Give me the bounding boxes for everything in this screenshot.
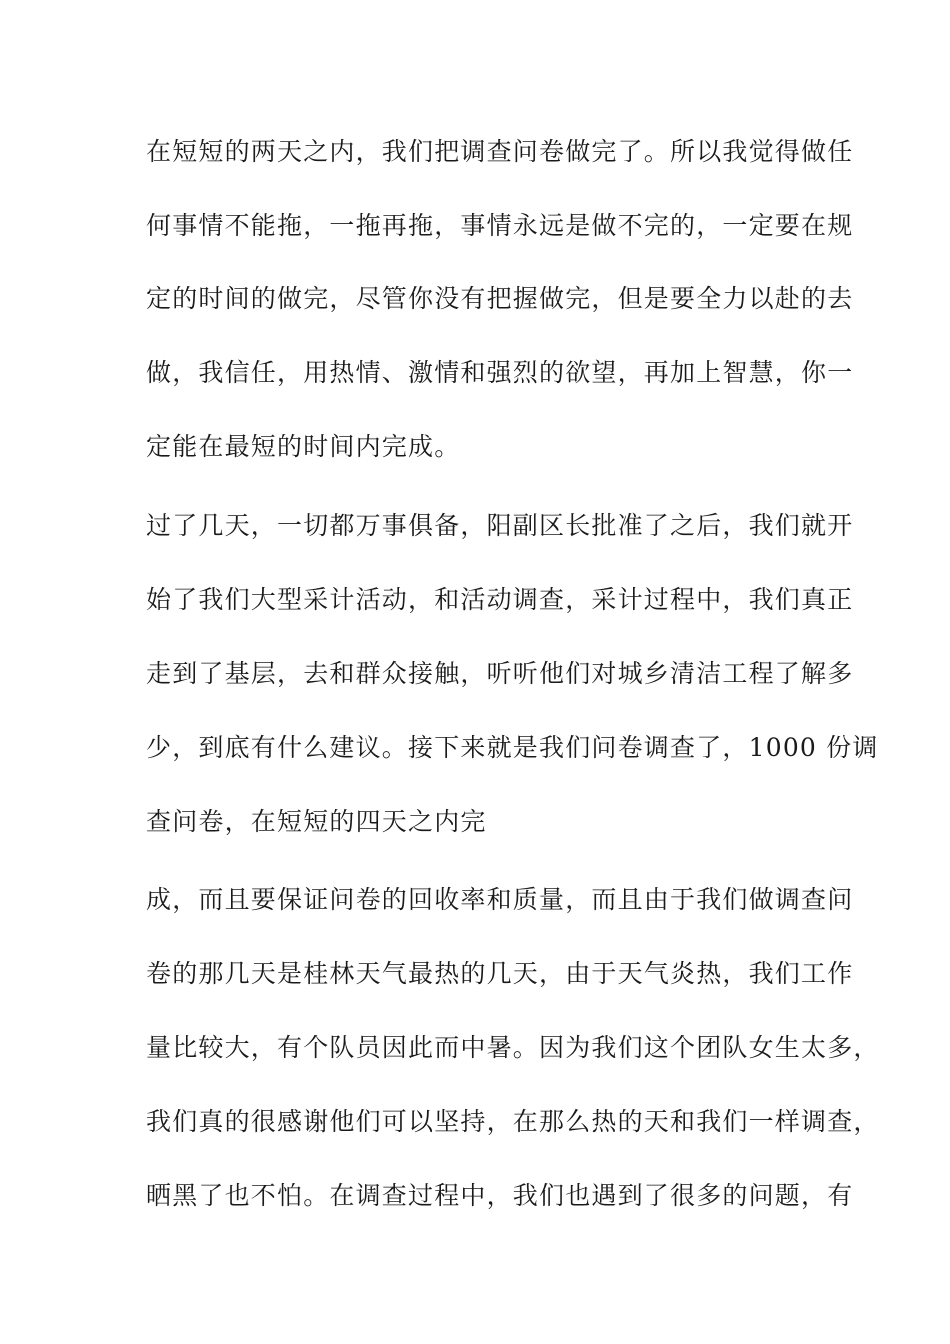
text-line: 成，而且要保证问卷的回收率和质量，而且由于我们做调查问 [146,885,854,914]
text-line: 始了我们大型采计活动，和活动调查，采计过程中，我们真正 [146,585,854,614]
text-line: 何事情不能拖，一拖再拖，事情永远是做不完的，一定要在规 [146,211,854,240]
text-line: 我们真的很感谢他们可以坚持，在那么热的天和我们一样调查， [146,1107,880,1136]
text-line: 走到了基层，去和群众接触，听听他们对城乡清洁工程了解多 [146,659,854,688]
text-line: 过了几天，一切都万事俱备，阳副区长批准了之后，我们就开 [146,511,854,540]
text-line: 卷的那几天是桂林天气最热的几天，由于天气炎热，我们工作 [146,959,854,988]
text-line: 定的时间的做完，尽管你没有把握做完，但是要全力以赴的去 [146,284,854,313]
text-line: 在短短的两天之内，我们把调查问卷做完了。所以我觉得做任 [146,137,854,166]
text-line: 量比较大，有个队员因此而中暑。因为我们这个团队女生太多， [146,1033,880,1062]
text-line: 晒黑了也不怕。在调查过程中，我们也遇到了很多的问题，有 [146,1181,854,1210]
text-line: 少，到底有什么建议。接下来就是我们问卷调查了，1000 份调 [146,733,879,762]
text-line: 查问卷，在短短的四天之内完 [146,807,487,836]
text-line: 做，我信任，用热情、激情和强烈的欲望，再加上智慧，你一 [146,358,854,387]
text-line: 定能在最短的时间内完成。 [146,432,461,461]
